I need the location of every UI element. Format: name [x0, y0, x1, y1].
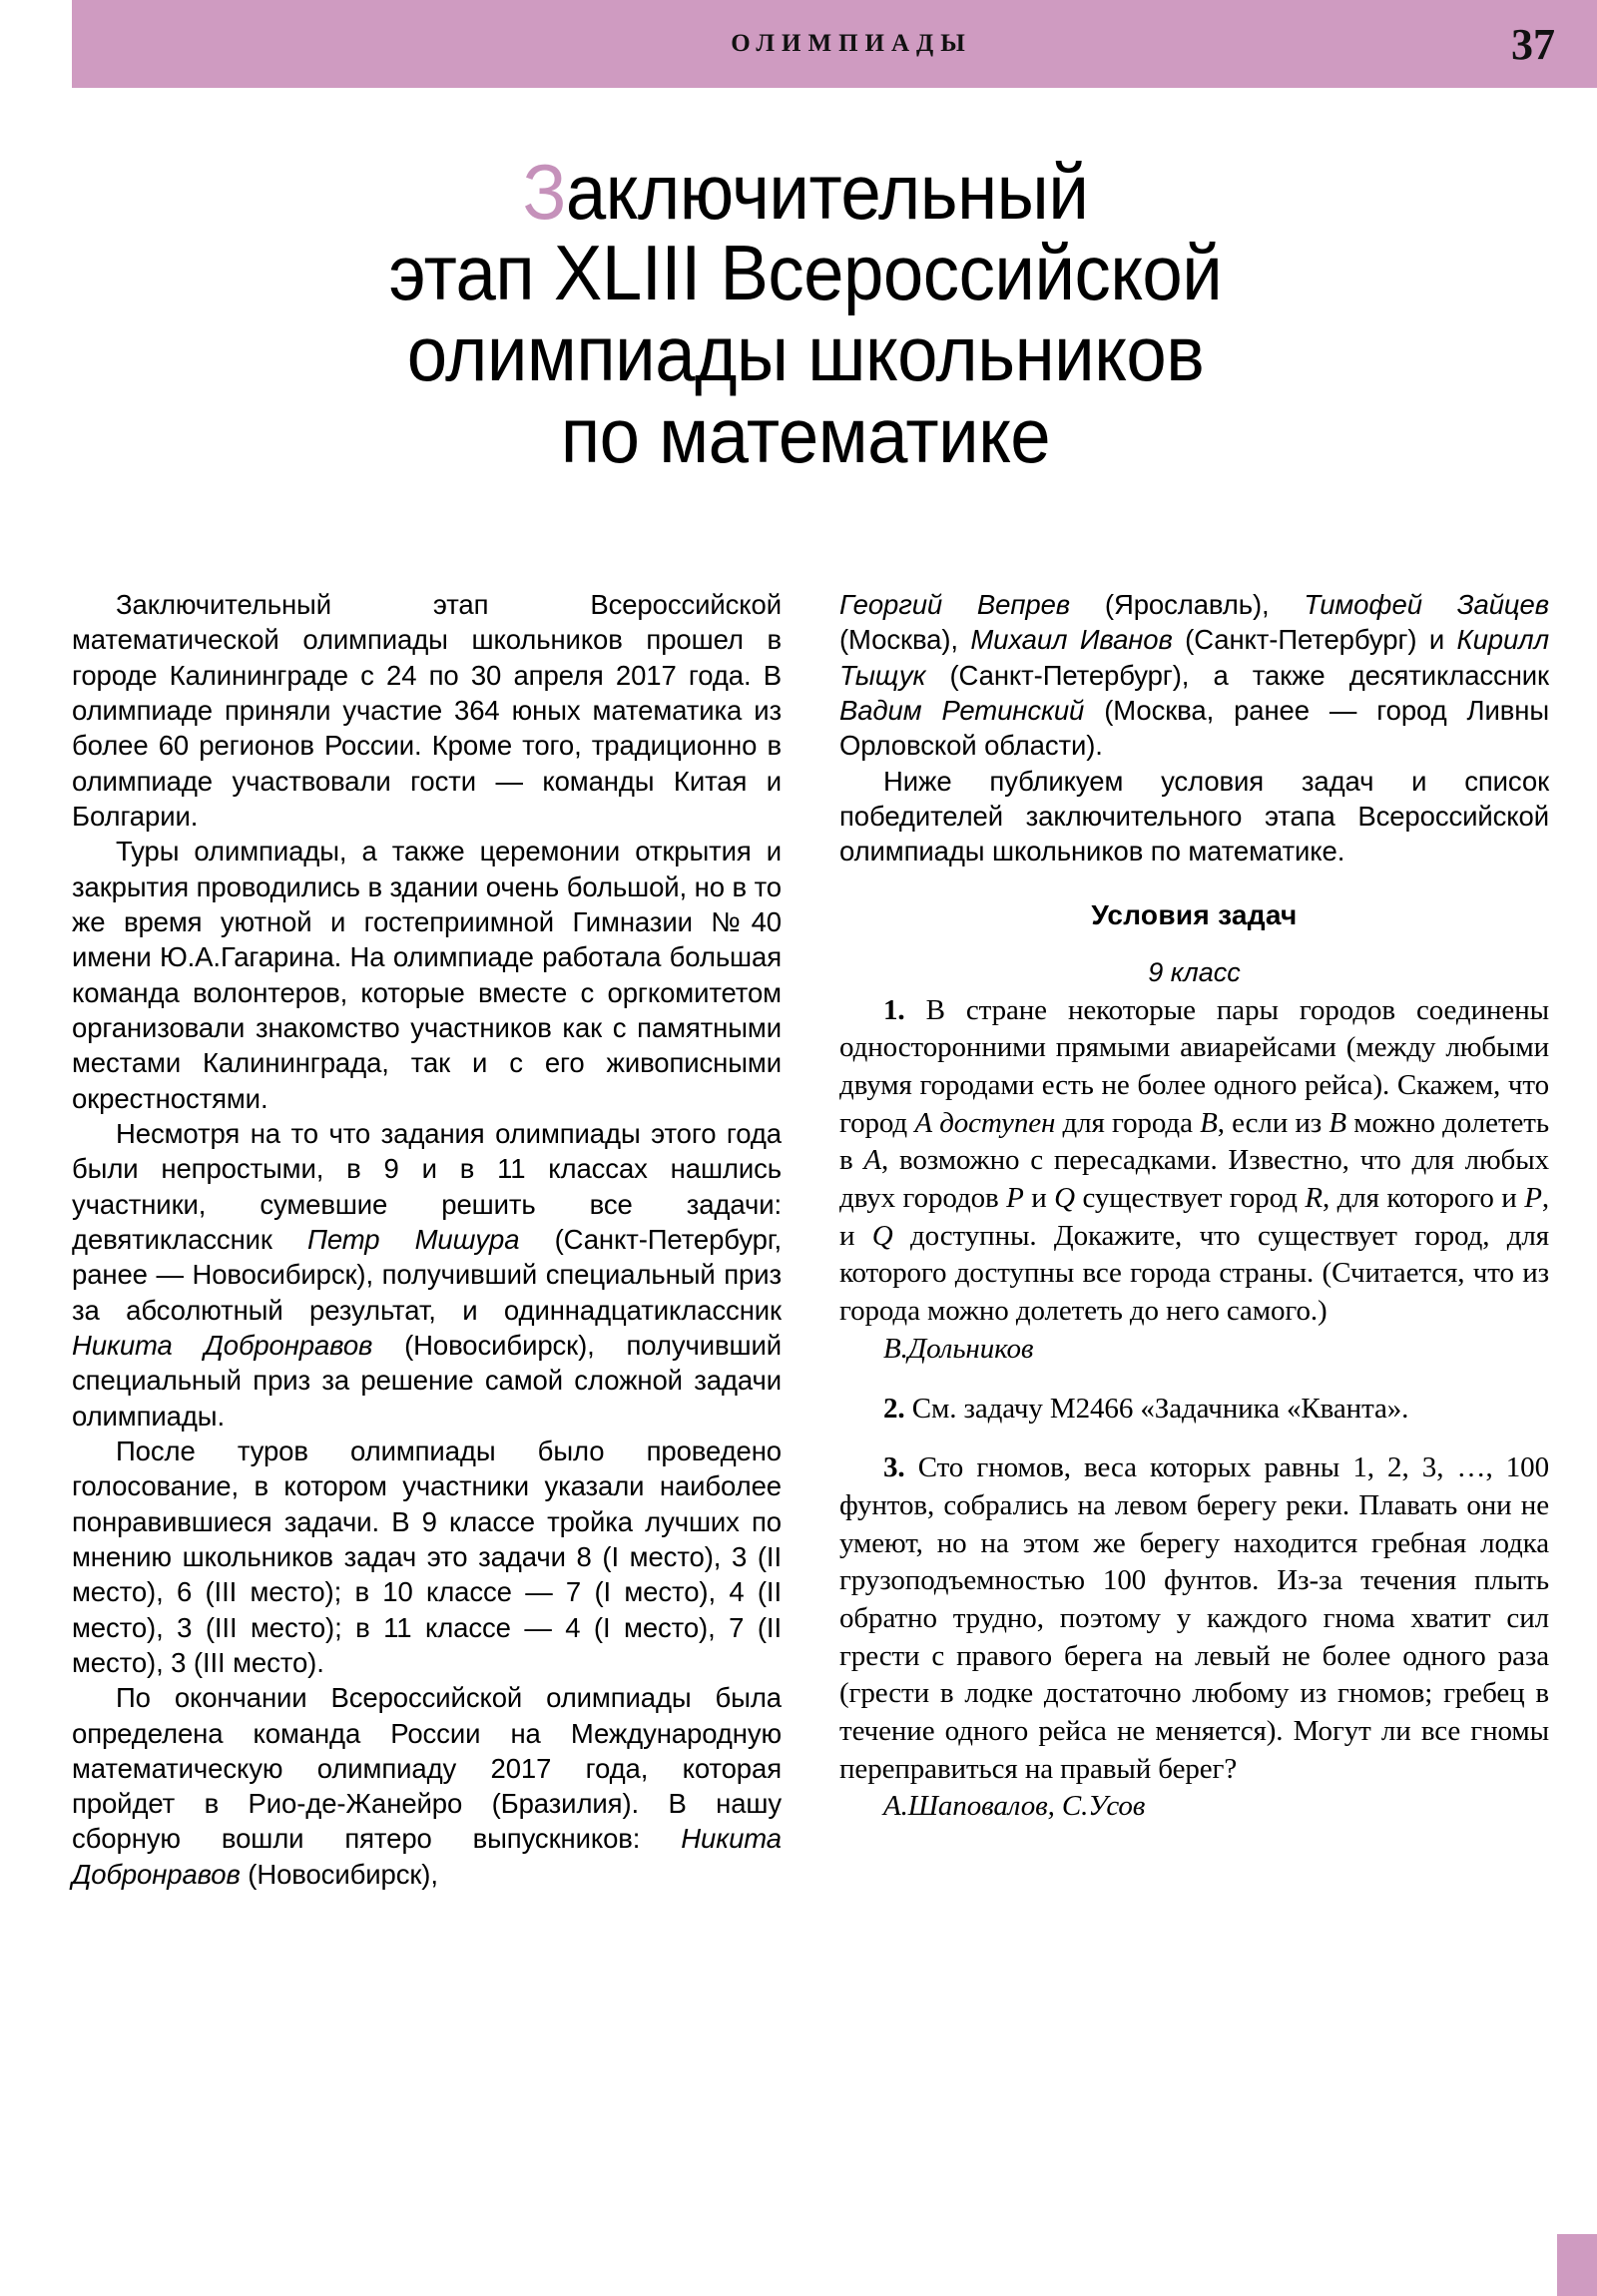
problem-number: 1.: [883, 993, 905, 1026]
team-text-2: (Москва),: [839, 624, 971, 656]
math-variable: P: [1524, 1182, 1542, 1215]
paragraph-intro-5: [72, 1680, 782, 1892]
person-name-timofey-zaytsev: Тимофей Зайцев: [1304, 589, 1549, 620]
emphasis-term: доступен: [939, 1106, 1056, 1139]
para5-text-2: (Новосибирск),: [240, 1858, 438, 1890]
math-variable: A: [863, 1144, 882, 1177]
title-line-4: по математике: [560, 390, 1051, 479]
problem-number: 3.: [883, 1451, 905, 1484]
paragraph-publication-note: Ниже публикуем условия задач и список победителей заключительного этапа Всероссийской олимпиады школьников по математике.: [839, 765, 1549, 867]
title-line-1: аключительный: [565, 148, 1089, 237]
paragraph-team-list: [839, 587, 1549, 764]
right-column-intro: [839, 587, 1549, 869]
problems-list: [839, 992, 1549, 1826]
paragraph-intro-3: [72, 1116, 782, 1434]
page-title: [123, 148, 1487, 479]
math-variable: B: [1200, 1106, 1218, 1139]
problem-author: В.Дольников: [883, 1332, 1034, 1365]
person-name-nikita-dobronravov-2: Никита Добронравов: [72, 1823, 782, 1890]
person-name-petr-mishura: Петр Мишура: [307, 1223, 520, 1255]
person-name-vadim-retinskiy: Вадим Ретинский: [839, 694, 1085, 726]
problem-statement: 1. В стране некоторые пары городов соединены односторонними прямыми авиарейсами (между любыми двумя городами есть не более одного рейса). Скажем, что город A доступен для города B, если из B можно долететь в A, возможно с пересадками. Известно, что для любых двух городов P и Q существует город R, для которого и P, и Q доступны. Докажите, что существует город, для которого доступны все города страны. (Считается, что из города можно долететь до него самого.): [839, 993, 1550, 1328]
person-name-kirill-tyshchuk: Кирилл Тыщук: [839, 624, 1549, 691]
para5-text-1: По окончании Всероссийской олимпиады была определена команда России на Международную математическую олимпиаду 2017 года, которая пройдет в Рио-де-Жанейро (Бразилия). В нашу сборную вошли пятеро выпускников:: [72, 1682, 782, 1855]
para3-text-3: (Новосибирск), получивший специальный приз за решение самой сложной задачи олимпиады.: [72, 1329, 782, 1432]
person-name-mihail-ivanov: Михаил Иванов: [970, 624, 1173, 656]
problem-number: 2.: [883, 1392, 905, 1425]
section-heading-problems: Условия задач: [1091, 898, 1298, 930]
grade-heading-9: 9 класс: [1148, 956, 1241, 987]
math-variable: R: [1305, 1182, 1324, 1215]
page-header-band: [72, 0, 1597, 88]
math-variable: A: [914, 1106, 932, 1139]
right-column: [839, 587, 1549, 2274]
math-variable: Q: [871, 1219, 893, 1252]
paragraph-intro-2: Туры олимпиады, а также церемонии открытия и закрытия проводились в здании очень большой, но в то же время уютной и гостеприимной Гимназии №40 имени Ю.А.Гагарина. На олимпиаде работала большая команда волонтеров, которые вместе с оргкомитетом организовали знакомство участников как с памятными местами Калининграда, так и с его живописными окрестностями.: [72, 836, 782, 1114]
math-variable: B: [1329, 1106, 1346, 1139]
problem-statement: 2. См. задачу М2466 «Задачника «Кванта».: [883, 1392, 1409, 1425]
header-kicker: ОЛИМПИАДЫ: [731, 30, 972, 57]
corner-tab-decoration: [1557, 2234, 1597, 2296]
person-name-nikita-dobronravov: Никита Добронравов: [72, 1329, 373, 1361]
person-name-georgiy-veprev: Георгий Вепрев: [839, 589, 1071, 620]
para3-text-1: Несмотря на то что задания олимпиады этого года были непростыми, в 9 и в 11 классах нашлись участники, сумевшие решить все задачи: девятиклассник: [72, 1117, 782, 1255]
team-text-5: (Москва, ранее — город Ливны Орловской области).: [839, 694, 1549, 762]
team-text-1: (Ярославль),: [1070, 589, 1305, 620]
title-line-3: олимпиады школьников: [406, 309, 1205, 398]
team-text-3: (Санкт-Петербург) и: [1172, 624, 1457, 656]
paragraph-intro-4: После туров олимпиады было проведено голосование, в котором участники указали наиболее понравившиеся задачи. В 9 классе тройка лучших по мнению школьников задач это задачи 8 (I место), 3 (II место), 6 (III место); в 10 классе — 7 (I место), 4 (II место), 3 (III место); в 11 классе — 4 (I место), 7 (II место), 3 (III место).: [72, 1435, 782, 1678]
para3-text-2: (Санкт-Петербург, ранее — Новосибирск), получивший специальный приз за абсолютный результат, и одиннадцатиклассник: [72, 1223, 782, 1326]
title-drop-cap: З: [522, 148, 566, 237]
math-variable: P: [1006, 1182, 1024, 1215]
page-number: 37: [1511, 19, 1555, 69]
paragraph-intro-1: Заключительный этап Всероссийской математической олимпиады школьников прошел в городе Калининграде с 24 по 30 апреля 2017 года. В олимпиаде приняли участие 364 юных математика из более 60 регионов России. Кроме того, традиционно в олимпиаде участвовали гости — команды Китая и Болгарии.: [72, 589, 782, 832]
problem-statement: 3. Сто гномов, веса которых равны 1, 2, 3, …, 100 фунтов, собрались на левом берегу реки. Плавать они не умеют, но на этом же берегу находится гребная лодка грузоподъемностью 100 фунтов. Из-за течения плыть обратно трудно, поэтому у каждого гнома хватит сил грести с правого берега на левый не более одного раза (грести в лодке достаточно любому из гномов; гребец в течение одного рейса не меняется). Могут ли все гномы переправиться на правый берег?: [839, 1451, 1549, 1785]
team-text-4: (Санкт-Петербург), а также десятиклассник: [925, 659, 1549, 691]
problem-author: А.Шаповалов, С.Усов: [883, 1790, 1146, 1823]
problem-spacer: [839, 1428, 1549, 1449]
article-body: [72, 587, 1549, 2274]
left-column: [72, 587, 782, 2274]
problem-spacer: [839, 1369, 1549, 1391]
math-variable: Q: [1054, 1182, 1075, 1215]
title-line-2: этап XLIII Всероссийской: [388, 229, 1223, 317]
